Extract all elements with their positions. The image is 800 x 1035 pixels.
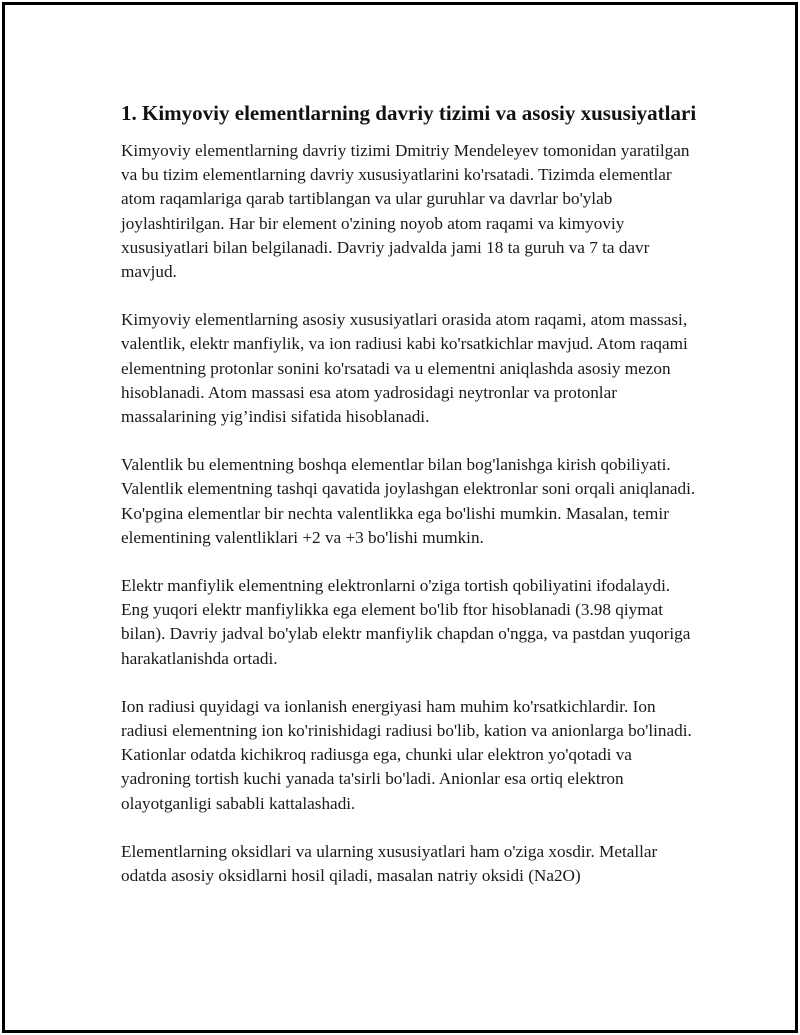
- paragraph-basic-properties: Kimyoviy elementlarning asosiy xususiyatlari orasida atom raqami, atom massasi, valentlik, elektr manfiylik, va ion radiusi kabi ko'rsatkichlar mavjud. Atom raqami elementning protonlar sonini ko'rsatadi va u elementni aniqlashda asosiy mezon hisoblanadi. Atom massasi esa atom yadrosidagi neytronlar va protonlar massalarining yig’indisi sifatida hisoblanadi.: [121, 310, 688, 427]
- document-content: [121, 99, 701, 912]
- paragraph-valency: Valentlik bu elementning boshqa elementlar bilan bog'lanishga kirish qobiliyati. Valentlik elementning tashqi qavatida joylashgan elektronlar soni orqali aniqlanadi. Ko'pgina elementlar bir nechta valentlikka ega bo'lishi mumkin. Masalan, temir elementining valentliklari +2 va +3 bo'lishi mumkin.: [121, 455, 696, 547]
- section-heading: 1. Kimyoviy elementlarning davriy tizimi va asosiy xususiyatlari: [121, 101, 697, 125]
- document-page: [2, 2, 798, 1033]
- paragraph-electronegativity: Elektr manfiylik elementning elektronlarni o'ziga tortish qobiliyatini ifodalaydi. Eng yuqori elektr manfiylikka ega element bo'lib ftor hisoblanadi (3.98 qiymat bilan). Davriy jadval bo'ylab elektr manfiylik chapdan o'ngga, va pastdan yuqoriga harakatlanishda ortadi.: [121, 576, 691, 668]
- paragraph-ion-radius: Ion radiusi quyidagi va ionlanish energiyasi ham muhim ko'rsatkichlardir. Ion radiusi elementning ion ko'rinishidagi radiusi bo'lib, kation va anionlarga bo'linadi. Kationlar odatda kichikroq radiusga ega, chunki ular elektron yo'qotadi va yadroning tortish kuchi yanada ta'sirli bo'ladi. Anionlar esa ortiq elektron olayotganligi sababli kattalashadi.: [121, 696, 692, 813]
- paragraph-periodic-system: Kimyoviy elementlarning davriy tizimi Dmitriy Mendeleyev tomonidan yaratilgan va bu tizim elementlarning davriy xususiyatlarini ko'rsatadi. Tizimda elementlar atom raqamlariga qarab tartiblangan va ular guruhlar va davrlar bo'ylab joylashtirilgan. Har bir element o'zining noyob atom raqami va kimyoviy xususiyatlari bilan belgilanadi. Davriy jadvalda jami 18 ta guruh va 7 ta davr mavjud.: [121, 141, 690, 282]
- paragraph-oxides: Elementlarning oksidlari va ularning xususiyatlari ham o'ziga xosdir. Metallar odatda asosiy oksidlarni hosil qiladi, masalan natriy oksidi (Na2O): [121, 841, 658, 886]
